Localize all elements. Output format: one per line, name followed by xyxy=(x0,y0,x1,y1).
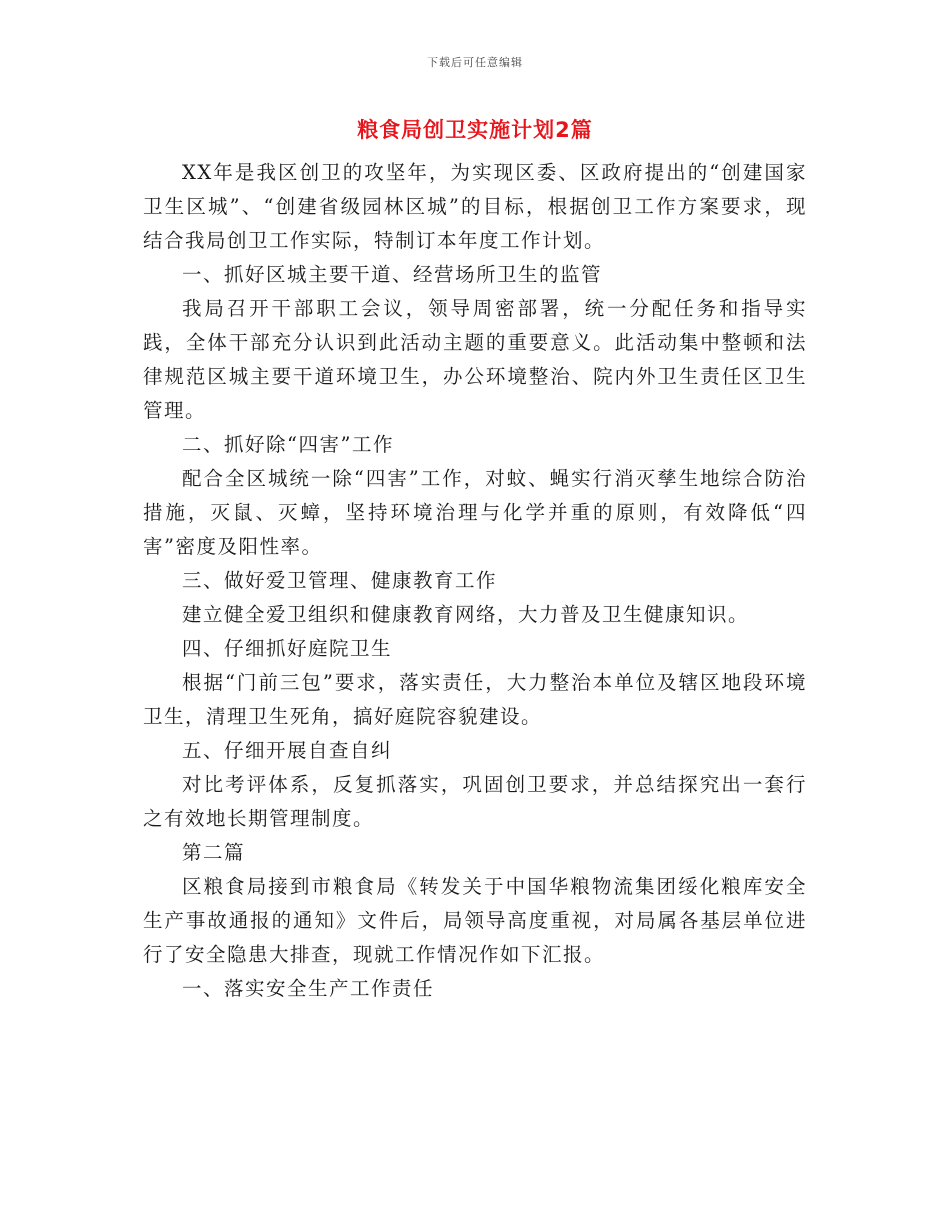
header-note: 下载后可任意编辑 xyxy=(427,56,523,69)
section-heading-1: 一、抓好区城主要干道、经营场所卫生的监管 xyxy=(182,263,603,286)
part-two-heading: 第二篇 xyxy=(182,841,246,864)
part-two-paragraph: 区粮食局接到市粮食局《转发关于中国华粮物流集团绥化粮库安全生产事故通报的通知》文件后，局领导高度重视，对局属各基层单位进行了安全隐患大排查，现就工作情况作如下汇报。 xyxy=(143,875,807,966)
section-paragraph-2: 配合全区城统一除“四害”工作，对蚊、蝇实行消灭孳生地综合防治措施，灭鼠、灭蟑，坚持环境治理与化学并重的原则，有效降低“四害”密度及阳性率。 xyxy=(143,467,807,558)
section-heading-3: 三、做好爱卫管理、健康教育工作 xyxy=(182,569,498,592)
section-paragraph-3: 建立健全爱卫组织和健康教育网络，大力普及卫生健康知识。 xyxy=(182,603,750,626)
section-heading-5: 五、仔细开展自查自纠 xyxy=(182,739,393,762)
section-heading-2: 二、抓好除“四害”工作 xyxy=(182,433,394,456)
document-title: 粮食局创卫实施计划2篇 xyxy=(357,118,593,142)
document-body xyxy=(143,156,807,1006)
intro-paragraph: XX年是我区创卫的攻坚年，为实现区委、区政府提出的“创建国家卫生区城”、“创建省级园林区城”的目标，根据创卫工作方案要求，现结合我局创卫工作实际，特制订本年度工作计划。 xyxy=(143,161,807,252)
section-paragraph-5: 对比考评体系，反复抓落实，巩固创卫要求，并总结探究出一套行之有效地长期管理制度。 xyxy=(143,773,807,830)
section-paragraph-4: 根据“门前三包”要求，落实责任，大力整治本单位及辖区地段环境卫生，清理卫生死角，搞好庭院容貌建设。 xyxy=(143,671,807,728)
section-paragraph-1: 我局召开干部职工会议，领导周密部署，统一分配任务和指导实践，全体干部充分认识到此活动主题的重要意义。此活动集中整顿和法律规范区城主要干道环境卫生，办公环境整治、院内外卫生责任区卫生管理。 xyxy=(143,297,807,422)
section-heading-4: 四、仔细抓好庭院卫生 xyxy=(182,637,393,660)
part-two-section-heading-1: 一、落实安全生产工作责任 xyxy=(182,977,435,1000)
